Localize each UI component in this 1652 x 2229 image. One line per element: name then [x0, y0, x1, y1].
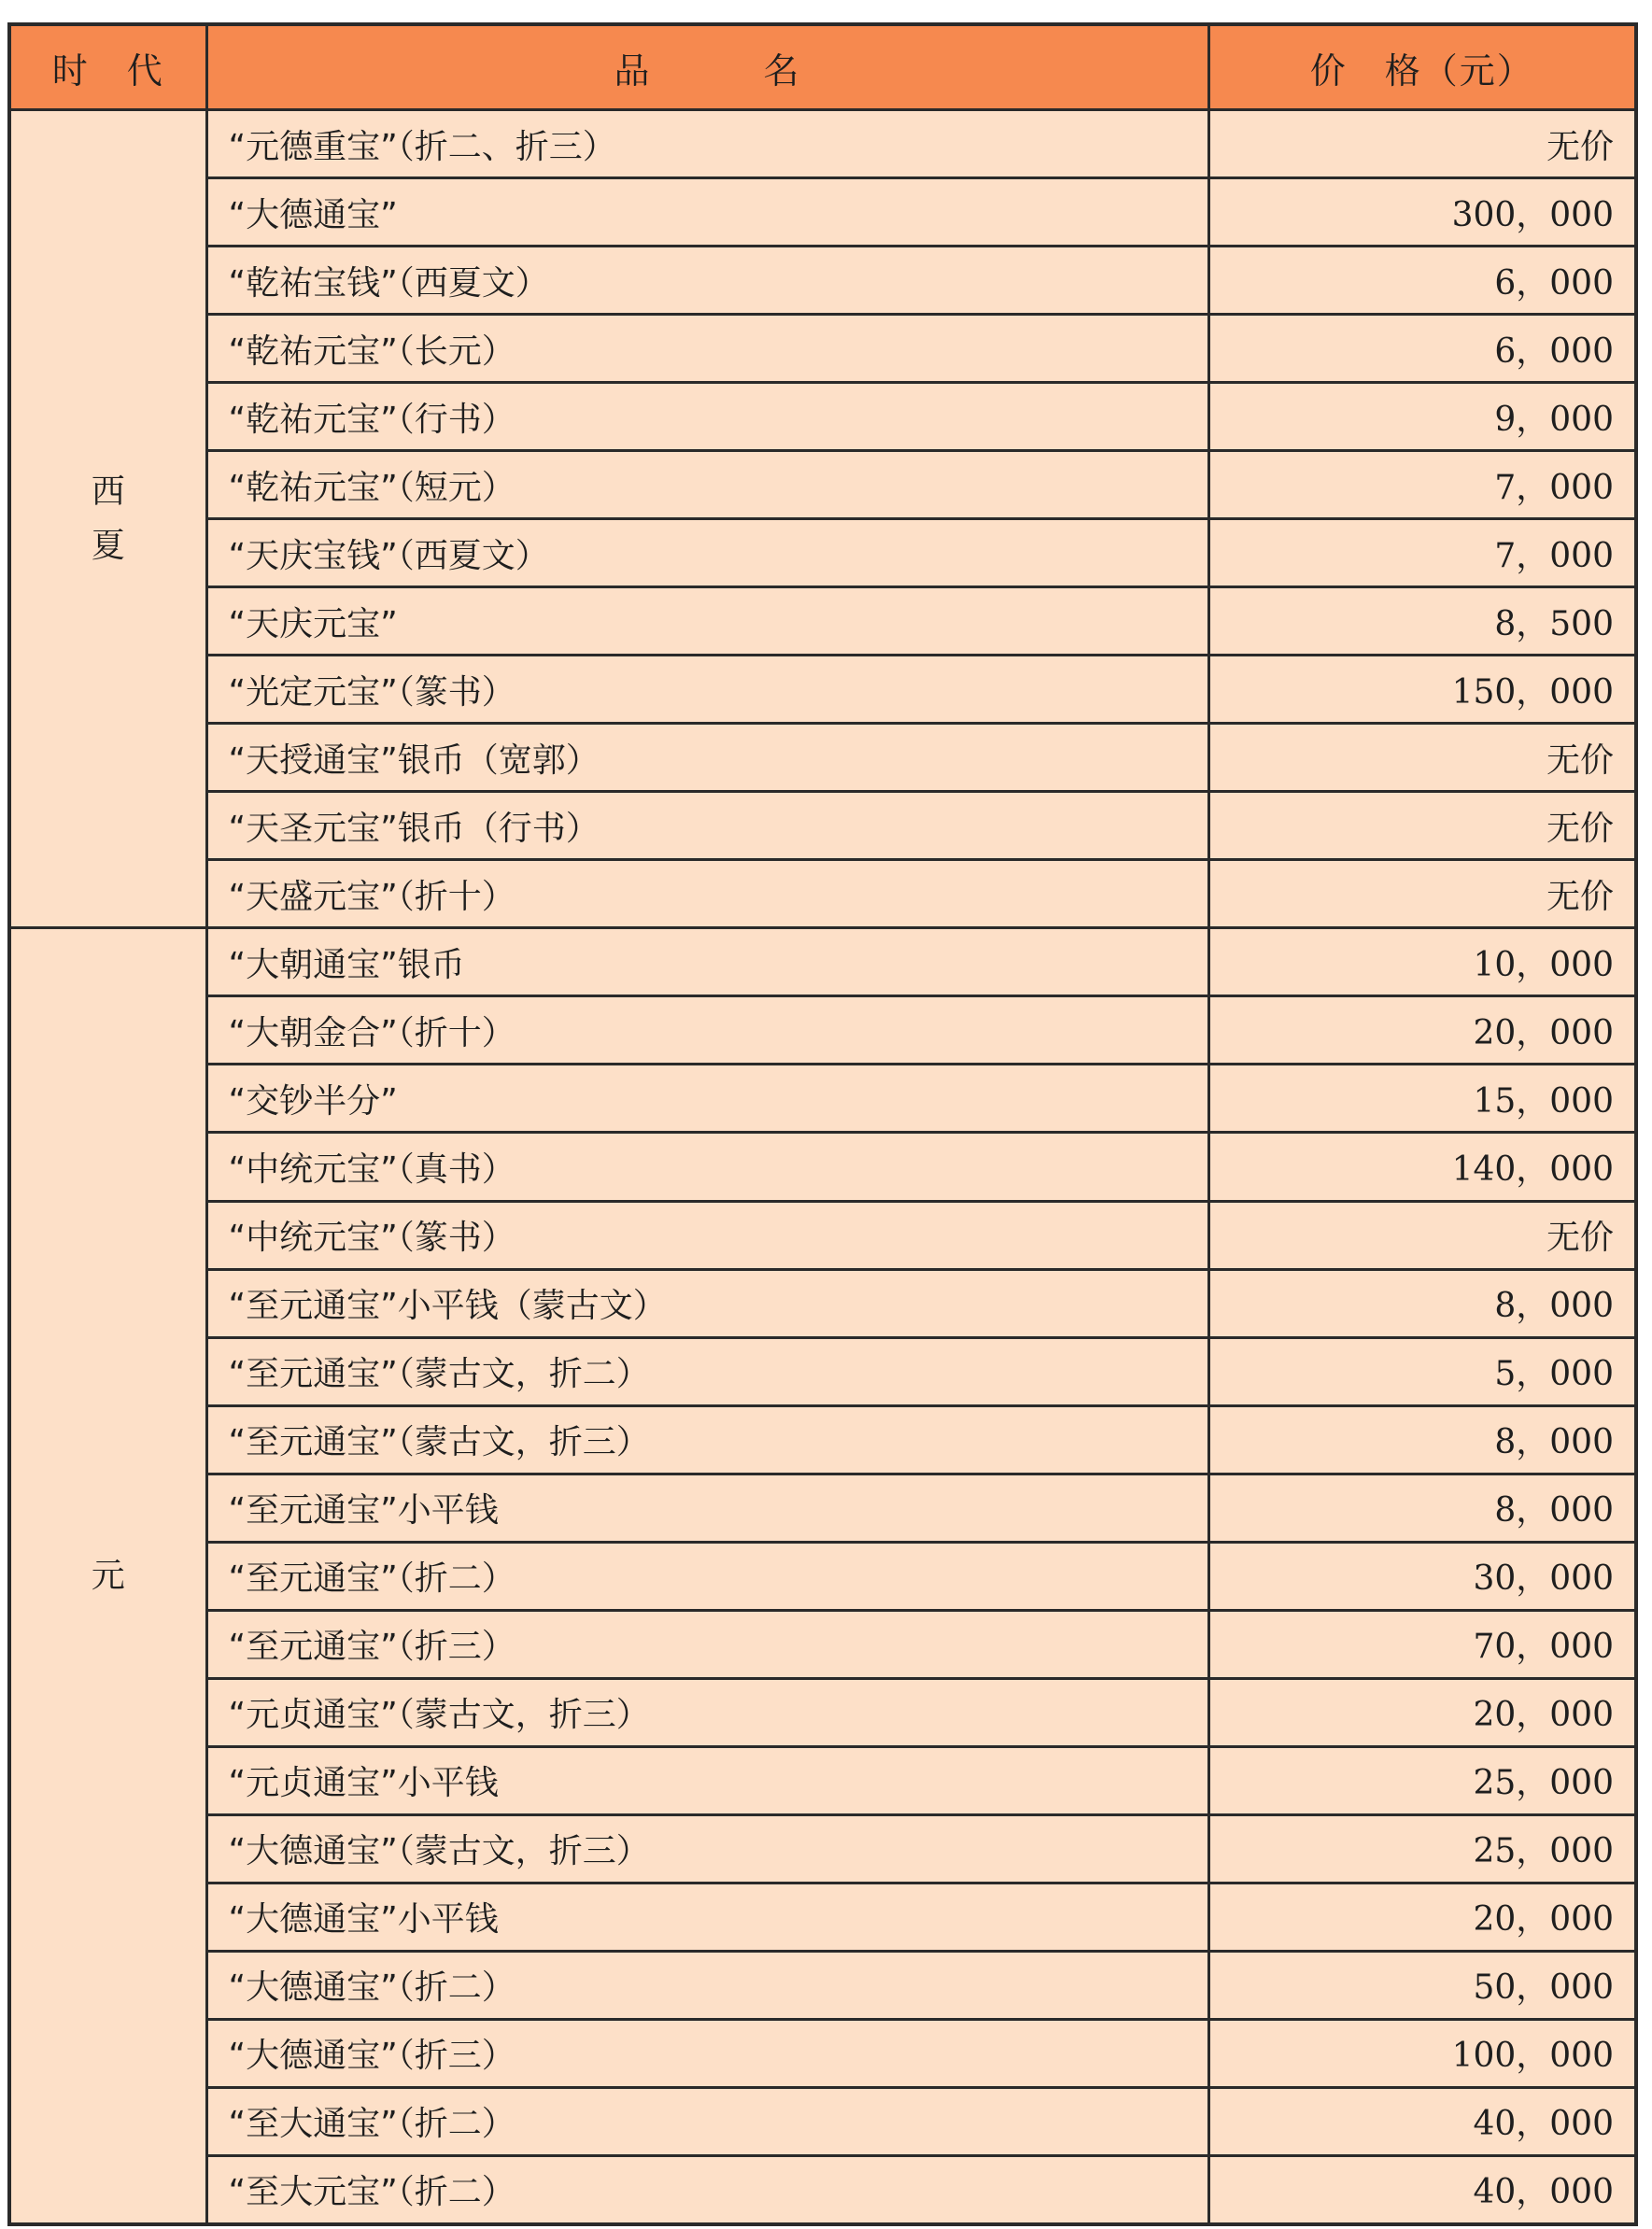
- era-label: 元: [91, 1556, 125, 1595]
- coin-price-table: [7, 22, 1638, 2226]
- table-row: [9, 1337, 1636, 1405]
- price-cell: 无价: [1208, 110, 1636, 178]
- price-cell: 8，000: [1208, 1269, 1636, 1337]
- table-body: [9, 110, 1636, 2225]
- coin-name-cell: “天庆元宝”: [206, 587, 1208, 656]
- price-cell: 7，000: [1208, 451, 1636, 519]
- table-row: [9, 110, 1636, 178]
- coin-name-cell: “光定元宝”（篆书）: [206, 656, 1208, 724]
- price-cell: 40，000: [1208, 2087, 1636, 2155]
- coin-name-cell: “大德通宝”（折三）: [206, 2019, 1208, 2087]
- coin-name-cell: “大朝金合”（折十）: [206, 996, 1208, 1065]
- price-cell: 140，000: [1208, 1133, 1636, 1201]
- coin-name-cell: “乾祐元宝”（长元）: [206, 315, 1208, 383]
- coin-name-cell: “交钞半分”: [206, 1065, 1208, 1133]
- coin-name-cell: “中统元宝”（真书）: [206, 1133, 1208, 1201]
- table-row: [9, 451, 1636, 519]
- coin-name-cell: “天盛元宝”（折十）: [206, 860, 1208, 928]
- price-cell: 30，000: [1208, 1542, 1636, 1610]
- table-row: [9, 2087, 1636, 2155]
- table-row: [9, 1474, 1636, 1542]
- era-cell: [9, 110, 206, 928]
- coin-name-cell: “大德通宝”（折二）: [206, 1951, 1208, 2019]
- price-cell: 25，000: [1208, 1814, 1636, 1883]
- table-row: [9, 1542, 1636, 1610]
- table-row: [9, 860, 1636, 928]
- table-row: [9, 1951, 1636, 2019]
- coin-name-cell: “元贞通宝”（蒙古文，折三）: [206, 1678, 1208, 1746]
- table-row: [9, 1883, 1636, 1951]
- table-row: [9, 315, 1636, 383]
- coin-name-cell: “元贞通宝”小平钱: [206, 1746, 1208, 1814]
- price-cell: 无价: [1208, 860, 1636, 928]
- coin-name-cell: “天庆宝钱”（西夏文）: [206, 519, 1208, 587]
- header-row: [9, 24, 1636, 110]
- table-row: [9, 656, 1636, 724]
- coin-name-cell: “中统元宝”（篆书）: [206, 1201, 1208, 1269]
- coin-name-cell: “大德通宝”: [206, 178, 1208, 247]
- era-cell: [9, 928, 206, 2224]
- coin-name-cell: “乾祐元宝”（短元）: [206, 451, 1208, 519]
- price-cell: 5，000: [1208, 1337, 1636, 1405]
- era-label: 西夏: [91, 472, 125, 565]
- table-row: [9, 247, 1636, 315]
- coin-name-cell: “乾祐元宝”（行书）: [206, 383, 1208, 451]
- price-cell: 50，000: [1208, 1951, 1636, 2019]
- table-row: [9, 1814, 1636, 1883]
- coin-name-cell: “至元通宝”（折三）: [206, 1610, 1208, 1678]
- price-cell: 20，000: [1208, 1883, 1636, 1951]
- coin-name-cell: “至元通宝”（折二）: [206, 1542, 1208, 1610]
- price-cell: 25，000: [1208, 1746, 1636, 1814]
- price-cell: 9，000: [1208, 383, 1636, 451]
- price-cell: 6，000: [1208, 247, 1636, 315]
- table-row: [9, 1133, 1636, 1201]
- table-row: [9, 383, 1636, 451]
- coin-name-cell: “天授通宝”银币（宽郭）: [206, 724, 1208, 792]
- table-row: [9, 1746, 1636, 1814]
- coin-name-cell: “至元通宝”小平钱（蒙古文）: [206, 1269, 1208, 1337]
- table-row: [9, 928, 1636, 996]
- price-cell: 无价: [1208, 792, 1636, 860]
- price-cell: 40，000: [1208, 2155, 1636, 2224]
- table-row: [9, 2155, 1636, 2224]
- coin-name-cell: “乾祐宝钱”（西夏文）: [206, 247, 1208, 315]
- table-row: [9, 1201, 1636, 1269]
- header-price: 价 格（元）: [1208, 24, 1636, 110]
- price-cell: 100，000: [1208, 2019, 1636, 2087]
- coin-name-cell: “大德通宝”小平钱: [206, 1883, 1208, 1951]
- price-cell: 150，000: [1208, 656, 1636, 724]
- price-cell: 无价: [1208, 724, 1636, 792]
- table-row: [9, 996, 1636, 1065]
- price-cell: 20，000: [1208, 1678, 1636, 1746]
- table-row: [9, 1405, 1636, 1474]
- table-row: [9, 587, 1636, 656]
- coin-name-cell: “至大元宝”（折二）: [206, 2155, 1208, 2224]
- price-cell: 8，000: [1208, 1474, 1636, 1542]
- header-era: 时 代: [9, 24, 206, 110]
- price-cell: 8，500: [1208, 587, 1636, 656]
- price-cell: 7，000: [1208, 519, 1636, 587]
- price-cell: 15，000: [1208, 1065, 1636, 1133]
- price-cell: 无价: [1208, 1201, 1636, 1269]
- price-cell: 8，000: [1208, 1405, 1636, 1474]
- price-cell: 70，000: [1208, 1610, 1636, 1678]
- table-row: [9, 1678, 1636, 1746]
- table-row: [9, 1065, 1636, 1133]
- table-row: [9, 519, 1636, 587]
- price-cell: 300，000: [1208, 178, 1636, 247]
- table-row: [9, 1610, 1636, 1678]
- table-row: [9, 792, 1636, 860]
- coin-name-cell: “至元通宝”（蒙古文，折二）: [206, 1337, 1208, 1405]
- table-row: [9, 724, 1636, 792]
- coin-name-cell: “至大通宝”（折二）: [206, 2087, 1208, 2155]
- coin-name-cell: “至元通宝”（蒙古文，折三）: [206, 1405, 1208, 1474]
- header-name: 品 名: [206, 24, 1208, 110]
- coin-name-cell: “至元通宝”小平钱: [206, 1474, 1208, 1542]
- table-row: [9, 178, 1636, 247]
- price-cell: 10，000: [1208, 928, 1636, 996]
- coin-name-cell: “元德重宝”（折二、折三）: [206, 110, 1208, 178]
- price-cell: 20，000: [1208, 996, 1636, 1065]
- coin-name-cell: “大德通宝”（蒙古文，折三）: [206, 1814, 1208, 1883]
- price-cell: 6，000: [1208, 315, 1636, 383]
- coin-name-cell: “大朝通宝”银币: [206, 928, 1208, 996]
- table-header: [9, 24, 1636, 110]
- table-row: [9, 1269, 1636, 1337]
- table-row: [9, 2019, 1636, 2087]
- coin-name-cell: “天圣元宝”银币（行书）: [206, 792, 1208, 860]
